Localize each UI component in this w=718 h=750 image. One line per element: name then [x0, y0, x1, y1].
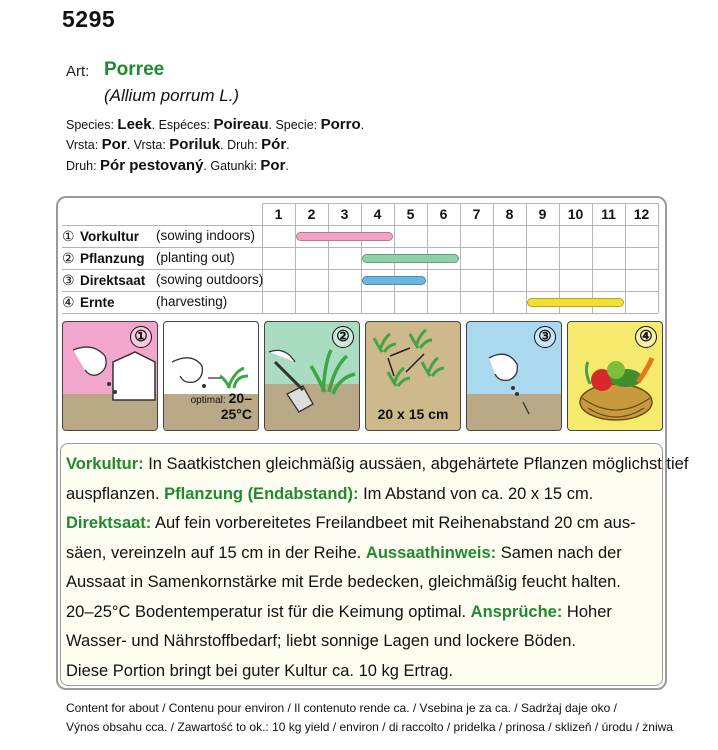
step-number: ① — [62, 228, 75, 244]
latin-name: (Allium porrum L.) — [104, 86, 240, 105]
species-name: Por — [260, 157, 286, 174]
species-name: Poriluk — [169, 136, 221, 153]
grid-line — [62, 291, 658, 292]
month-label: 2 — [307, 206, 316, 222]
step-number: ② — [62, 250, 75, 266]
step-badge: ② — [332, 326, 354, 348]
step-badge: ④ — [635, 326, 657, 348]
grid-line — [62, 225, 658, 226]
month-label: 9 — [538, 206, 547, 222]
illustration-panel — [567, 321, 663, 431]
step-name-english: (sowing outdoors) — [156, 272, 264, 287]
step-name: Pflanzung — [80, 251, 145, 266]
species-name: Poireau — [213, 116, 269, 133]
species-line-3 — [66, 157, 289, 174]
panel-caption-label: optimal: — [190, 395, 226, 406]
description-line — [66, 480, 662, 510]
species-line-2 — [66, 136, 290, 153]
description-line — [66, 568, 662, 598]
description-text — [66, 450, 689, 686]
description-line — [66, 539, 662, 569]
sowing-calendar — [62, 203, 662, 313]
species-label: Species: — [66, 118, 118, 132]
step-badge: ① — [130, 326, 152, 348]
month-label: 10 — [567, 206, 584, 222]
step-number: ④ — [62, 294, 75, 310]
species-name: Leek — [117, 116, 152, 133]
description-segment: Aussaat in Samenkornstärke mit Erde bedecken, gleichmäßig feucht halten. — [66, 573, 621, 591]
section-heading: Direktsaat: — [66, 514, 152, 532]
species-label: . — [286, 138, 290, 152]
month-label: 12 — [633, 206, 650, 222]
description-segment: Samen nach der — [496, 543, 622, 562]
step-badge: ③ — [534, 326, 556, 348]
step-name-english: (harvesting) — [156, 294, 228, 309]
calendar-period-bar — [296, 232, 393, 241]
step-number: ③ — [62, 272, 75, 288]
illustration-panel — [466, 321, 562, 431]
grid-line — [62, 247, 658, 248]
month-label: 5 — [406, 206, 415, 222]
species-line-1 — [66, 116, 364, 133]
species-name: Pór pestovaný — [100, 157, 204, 174]
description-segment: 20–25°C Bodentemperatur ist für die Keimung optimal. — [66, 602, 471, 621]
species-label: Druh: — [66, 159, 101, 173]
section-heading: Ansprüche: — [470, 602, 563, 621]
description-line — [66, 627, 662, 657]
month-label: 1 — [274, 206, 283, 222]
species-name: Porro — [320, 116, 361, 133]
step-name-english: (sowing indoors) — [156, 228, 256, 243]
species-name: Pór — [261, 136, 287, 153]
month-label: 8 — [505, 206, 514, 222]
description-segment: Auf fein vorbereitetes Freilandbeet mit Reihenabstand 20 cm aus- — [151, 514, 636, 532]
description-segment: Im Abstand von ca. 20 x 15 cm. — [358, 484, 594, 503]
product-code: 5295 — [62, 6, 116, 32]
grid-line — [62, 313, 658, 314]
section-heading: Pflanzung (Endabstand): — [164, 484, 359, 503]
species-label: . Espéces: — [151, 118, 214, 132]
month-label: 3 — [340, 206, 349, 222]
grid-line — [658, 203, 659, 313]
species-name: Por — [101, 136, 127, 153]
month-label: 7 — [472, 206, 481, 222]
description-segment: Hoher — [562, 602, 612, 621]
species-label: . Druh: — [220, 138, 262, 152]
description-segment: Diese Portion bringt bei guter Kultur ca. 10 kg Ertrag. — [66, 661, 454, 680]
description-segment: auspflanzen. — [66, 484, 165, 503]
panel-caption — [164, 390, 258, 422]
description-line — [66, 657, 662, 687]
month-label: 11 — [601, 206, 616, 222]
step-name-english: (planting out) — [156, 250, 235, 265]
calendar-period-bar — [362, 276, 426, 285]
species-label: . — [360, 118, 365, 132]
calendar-period-bar — [527, 298, 624, 307]
calendar-row-label — [62, 272, 264, 289]
illustration-panel — [62, 321, 158, 431]
species-label: Vrsta: — [66, 138, 102, 152]
step-name: Ernte — [80, 295, 115, 310]
description-line — [66, 598, 662, 628]
panel-caption — [366, 406, 460, 422]
calendar-row-label — [62, 228, 256, 245]
panel-caption-value: 20–25°C — [220, 390, 252, 422]
description-line — [66, 509, 662, 539]
description-line — [66, 450, 689, 480]
month-label: 6 — [439, 206, 448, 222]
description-segment: Wasser- und Nährstoffbedarf; liebt sonnige Lagen und lockere Böden. — [66, 632, 576, 650]
panel-caption-value: 20 x 15 cm — [377, 406, 449, 422]
species-label: . Vrsta: — [126, 138, 170, 152]
section-heading: Aussaathinweis: — [365, 543, 497, 562]
step-name: Vorkultur — [80, 229, 140, 244]
description-segment: säen, vereinzeln auf 15 cm in der Reihe. — [66, 543, 366, 562]
description-segment: In Saatkistchen gleichmäßig aussäen, abgehärtete Pflanzen möglichst tief — [143, 455, 689, 473]
art-label: Art: — [66, 63, 90, 80]
species-label: . Specie: — [268, 118, 321, 132]
step-name: Direktsaat — [80, 273, 146, 288]
illustration-panel — [264, 321, 360, 431]
species-label: . — [285, 159, 289, 173]
illustration-panel — [365, 321, 461, 431]
yield-line-1: Content for about / Contenu pour environ / Il contenuto rende ca. / Vsebina je za ca. / Sadržaj daje oko / — [66, 701, 618, 715]
species-label: . Gatunki: — [203, 159, 261, 173]
illustration-panel — [163, 321, 259, 431]
calendar-row-label — [62, 250, 235, 267]
grid-line — [62, 269, 658, 270]
section-heading: Vorkultur: — [66, 455, 144, 473]
calendar-row-label — [62, 294, 228, 311]
month-label: 4 — [373, 206, 382, 222]
yield-line-2: Výnos obsahu cca. / Zawartość to ok.: 10 kg yield / environ / di raccolto / pridelka / prinosa / sklizeň / úrodu / żniwa — [66, 720, 673, 734]
plant-name: Porree — [104, 59, 165, 80]
calendar-period-bar — [362, 254, 459, 263]
